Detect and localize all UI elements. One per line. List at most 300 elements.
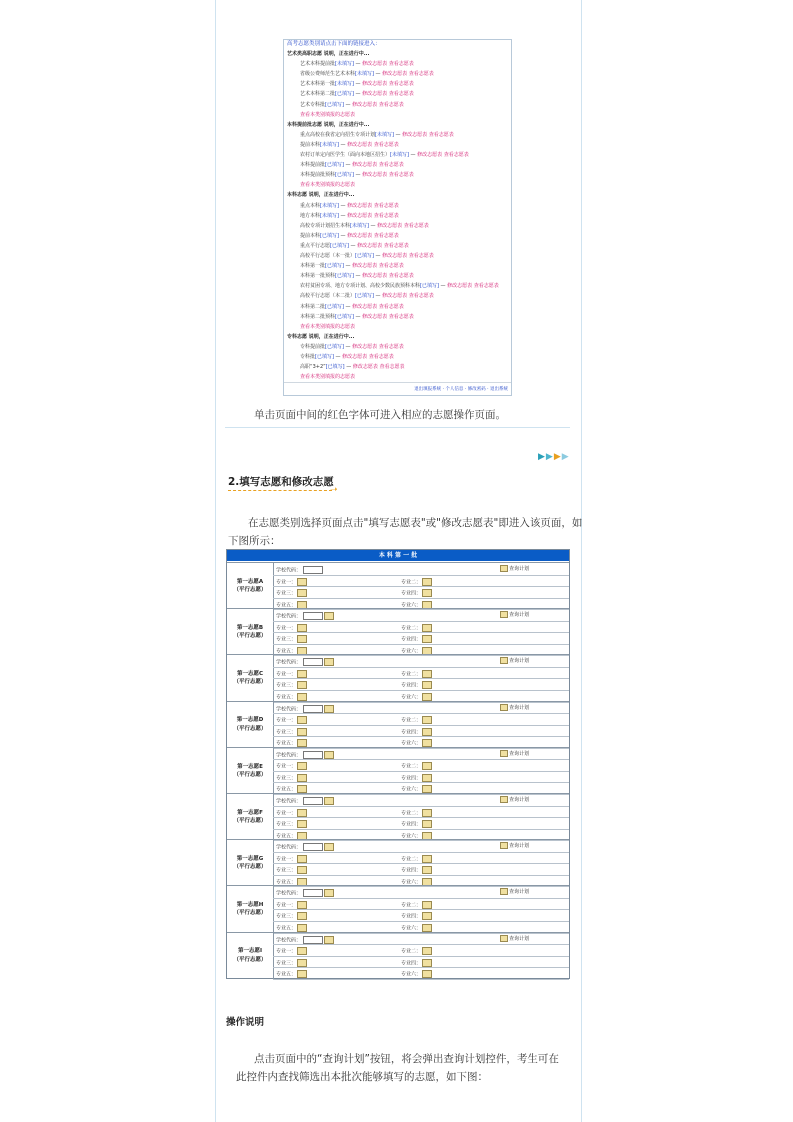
major-picker-icon[interactable] bbox=[297, 912, 307, 920]
major-label: 专业六： bbox=[401, 602, 422, 609]
major-picker-icon[interactable] bbox=[422, 809, 432, 817]
query-plan-label: 查询计划 bbox=[509, 750, 530, 757]
query-plan-button[interactable] bbox=[500, 750, 529, 757]
major-picker-icon[interactable] bbox=[297, 716, 307, 724]
category-item: 农村订单定向医学生（面向本地区招生）[未填写] — 修改志愿表 查看志愿表 bbox=[300, 152, 469, 158]
major-label: 专业二： bbox=[401, 717, 422, 724]
major-picker-icon[interactable] bbox=[297, 774, 307, 782]
plan-icon bbox=[500, 611, 508, 618]
group-label bbox=[227, 655, 274, 701]
major-label: 专业四： bbox=[401, 913, 422, 920]
section-3-title: 操作说明 bbox=[226, 1017, 265, 1028]
view-form-link[interactable]: 查看志愿表 bbox=[388, 313, 414, 320]
view-form-link[interactable]: 查看志愿表 bbox=[379, 364, 405, 371]
school-picker-icon[interactable] bbox=[324, 936, 334, 944]
view-form-link[interactable]: 查看志愿表 bbox=[408, 293, 434, 300]
major-picker-icon[interactable] bbox=[297, 866, 307, 874]
major-picker-icon[interactable] bbox=[297, 681, 307, 689]
modify-form-link[interactable]: 修改志愿表 bbox=[362, 61, 388, 68]
plan-icon bbox=[500, 750, 508, 757]
major-label: 专业六： bbox=[401, 925, 422, 932]
modify-form-link[interactable]: 修改志愿表 bbox=[362, 81, 388, 88]
view-form-link[interactable]: 查看志愿表 bbox=[388, 273, 414, 280]
item-name: 艺术专科批 bbox=[300, 101, 326, 108]
category-item: 高校平行志愿（本一批）[已填写] — 修改志愿表 查看志愿表 bbox=[300, 253, 434, 259]
view-form-link[interactable]: 查看志愿表 bbox=[368, 354, 394, 360]
school-picker-icon[interactable] bbox=[324, 889, 334, 897]
major-label: 专业五： bbox=[276, 833, 297, 840]
view-form-link[interactable]: 查看志愿表 bbox=[378, 101, 404, 108]
modify-form-link[interactable]: 修改志愿表 bbox=[352, 101, 378, 108]
query-plan-label: 查询计划 bbox=[509, 843, 530, 850]
item-status: [已填写] bbox=[355, 293, 374, 300]
section-2-title: 2.填写志愿和修改志愿 bbox=[228, 476, 334, 488]
view-form-link[interactable]: 查看志愿表 bbox=[443, 152, 469, 158]
item-name: 本科第二批预科 bbox=[300, 313, 336, 320]
major-label: 专业五： bbox=[276, 694, 297, 701]
category-item: 地方本科[未填写] — 修改志愿表 查看志愿表 bbox=[300, 212, 399, 219]
major-picker-icon[interactable] bbox=[422, 681, 432, 689]
category-item: 重点平行志愿[已填写] — 修改志愿表 查看志愿表 bbox=[300, 242, 409, 249]
school-picker-icon[interactable] bbox=[324, 705, 334, 713]
group-label-sub: （平行志愿） bbox=[233, 771, 267, 778]
item-status: [已填写] bbox=[325, 162, 344, 169]
major-label: 专业一： bbox=[276, 625, 297, 632]
item-name: 本科第二批 bbox=[300, 303, 326, 310]
item-status: [已填写] bbox=[355, 253, 374, 259]
view-form-link[interactable]: 查看志愿表 bbox=[373, 232, 399, 239]
major-label: 专业五： bbox=[276, 925, 297, 932]
major-label: 专业一： bbox=[276, 763, 297, 770]
major-picker-icon[interactable] bbox=[422, 855, 432, 863]
category-item: 本科第二批[已填写] — 修改志愿表 查看志愿表 bbox=[300, 303, 404, 310]
major-label: 专业四： bbox=[401, 636, 422, 643]
major-picker-icon[interactable] bbox=[422, 866, 432, 874]
group-label-main: 第一志愿H bbox=[236, 902, 264, 909]
modify-form-link[interactable]: 修改志愿表 bbox=[352, 343, 378, 350]
title-underline bbox=[228, 490, 332, 491]
item-status: [未填写] bbox=[375, 131, 394, 138]
major-label: 专业二： bbox=[401, 810, 422, 817]
school-code-label: 学校代码： bbox=[276, 890, 302, 897]
modify-form-link[interactable]: 修改志愿表 bbox=[447, 283, 473, 290]
major-picker-icon[interactable] bbox=[422, 820, 432, 828]
item-status: [未填写] bbox=[320, 141, 339, 148]
school-picker-icon[interactable] bbox=[324, 612, 334, 620]
group-label-sub: （平行志愿） bbox=[233, 679, 267, 686]
category-title: 本科提前批志愿 说明，正在进行中... bbox=[287, 121, 370, 128]
view-category-link[interactable]: 查看本类别填报的志愿表 bbox=[300, 374, 356, 381]
group-label-main: 第一志愿C bbox=[236, 671, 264, 678]
title-arrow-icon: ➝ bbox=[330, 485, 338, 495]
major-label: 专业二： bbox=[401, 948, 422, 955]
school-code-label: 学校代码： bbox=[276, 567, 302, 574]
modify-form-link[interactable]: 修改志愿表 bbox=[377, 222, 403, 229]
major-label: 专业三： bbox=[276, 821, 297, 828]
major-picker-icon[interactable] bbox=[422, 624, 432, 632]
category-item: 本科第一批[已填写] — 修改志愿表 查看志愿表 bbox=[300, 263, 404, 270]
major-label: 专业一： bbox=[276, 856, 297, 863]
query-plan-button[interactable] bbox=[500, 657, 529, 664]
major-label: 专业三： bbox=[276, 590, 297, 597]
item-status: [未填写] bbox=[355, 71, 374, 78]
group-label bbox=[227, 840, 274, 886]
group-label bbox=[227, 886, 274, 932]
major-label: 专业二： bbox=[401, 856, 422, 863]
query-plan-button[interactable] bbox=[500, 842, 529, 849]
modify-form-link[interactable]: 修改志愿表 bbox=[362, 91, 388, 98]
item-name: 高校平行志愿（本二批） bbox=[300, 293, 356, 300]
major-label: 专业二： bbox=[401, 763, 422, 770]
school-code-input[interactable] bbox=[303, 843, 323, 851]
view-form-link[interactable]: 查看志愿表 bbox=[378, 343, 404, 350]
major-label: 专业四： bbox=[401, 867, 422, 874]
school-code-input[interactable] bbox=[303, 705, 323, 713]
query-plan-label: 查询计划 bbox=[509, 658, 530, 665]
major-label: 专业四： bbox=[401, 775, 422, 782]
item-name: 本科第一批预科 bbox=[300, 273, 336, 280]
volunteer-group bbox=[227, 562, 569, 609]
group-label-sub: （平行志愿） bbox=[233, 818, 267, 825]
item-name: 重点平行志愿 bbox=[300, 242, 331, 249]
major-picker-icon[interactable] bbox=[297, 670, 307, 678]
school-code-label: 学校代码： bbox=[276, 659, 302, 666]
major-label: 专业五： bbox=[276, 648, 297, 655]
item-status: [已填写] bbox=[320, 232, 339, 239]
major-picker-icon[interactable] bbox=[297, 635, 307, 643]
major-picker-icon[interactable] bbox=[297, 901, 307, 909]
view-form-link[interactable]: 查看志愿表 bbox=[388, 91, 414, 98]
view-form-link[interactable]: 查看志愿表 bbox=[383, 242, 409, 249]
item-status: [未填写] bbox=[390, 152, 409, 158]
category-title: 艺术类高职志愿 说明，正在进行中... bbox=[287, 51, 370, 57]
query-plan-button[interactable] bbox=[500, 796, 529, 803]
major-label: 专业一： bbox=[276, 948, 297, 955]
item-status: [已填写] bbox=[325, 101, 344, 108]
major-picker-icon[interactable] bbox=[422, 901, 432, 909]
modify-form-link[interactable]: 修改志愿表 bbox=[362, 313, 388, 320]
major-picker-icon[interactable] bbox=[422, 635, 432, 643]
major-picker-icon[interactable] bbox=[297, 855, 307, 863]
item-status: [已填写] bbox=[330, 242, 349, 249]
view-form-link[interactable]: 查看志愿表 bbox=[388, 81, 414, 88]
section-2-para-line2: 下图所示： bbox=[228, 535, 281, 547]
school-code-input[interactable] bbox=[303, 566, 323, 574]
item-name: 重点本科 bbox=[300, 202, 321, 209]
group-label-main: 第一志愿I bbox=[237, 948, 263, 955]
major-picker-icon[interactable] bbox=[297, 809, 307, 817]
major-picker-icon[interactable] bbox=[422, 970, 432, 978]
view-form-link[interactable]: 查看志愿表 bbox=[388, 172, 414, 179]
item-status: [已填写] bbox=[315, 354, 334, 360]
group-label-main: 第一志愿F bbox=[237, 809, 263, 816]
group-label bbox=[227, 933, 274, 979]
view-form-link[interactable]: 查看志愿表 bbox=[428, 131, 454, 138]
modify-form-link[interactable]: 修改志愿表 bbox=[357, 242, 383, 249]
view-form-link[interactable]: 查看志愿表 bbox=[388, 61, 414, 68]
group-label bbox=[227, 748, 274, 794]
category-item: 重点本科[未填写] — 修改志愿表 查看志愿表 bbox=[300, 202, 399, 209]
volunteer-group bbox=[227, 839, 569, 886]
view-form-link[interactable]: 查看志愿表 bbox=[378, 263, 404, 270]
modify-form-link[interactable]: 修改志愿表 bbox=[342, 354, 368, 360]
item-name: 专科批 bbox=[300, 354, 316, 360]
query-plan-label: 查询计划 bbox=[509, 704, 530, 711]
major-label: 专业三： bbox=[276, 682, 297, 689]
form-title: 本 科 第 一 批 bbox=[227, 550, 569, 561]
category-item: 提前本科[未填写] — 修改志愿表 查看志愿表 bbox=[300, 141, 399, 148]
major-label: 专业四： bbox=[401, 960, 422, 967]
school-code-label: 学校代码： bbox=[276, 844, 302, 851]
major-label: 专业三： bbox=[276, 960, 297, 967]
modify-form-link[interactable]: 修改志愿表 bbox=[382, 71, 408, 78]
modify-form-link[interactable]: 修改志愿表 bbox=[347, 212, 373, 219]
modify-form-link[interactable]: 修改志愿表 bbox=[347, 141, 373, 148]
view-form-link[interactable]: 查看志愿表 bbox=[378, 162, 404, 169]
modify-form-link[interactable]: 修改志愿表 bbox=[352, 162, 378, 169]
plan-icon bbox=[500, 704, 508, 711]
major-picker-icon[interactable] bbox=[297, 820, 307, 828]
school-picker-icon[interactable] bbox=[324, 658, 334, 666]
major-picker-icon[interactable] bbox=[297, 728, 307, 736]
caption-1: 单击页面中间的红色字体可进入相应的志愿操作页面。 bbox=[254, 409, 506, 421]
group-label-sub: （平行志愿） bbox=[233, 633, 267, 640]
query-plan-label: 查询计划 bbox=[509, 889, 530, 896]
plan-icon bbox=[500, 657, 508, 664]
modify-form-link[interactable]: 修改志愿表 bbox=[382, 253, 408, 259]
item-name: 高校平行志愿（本一批） bbox=[300, 253, 356, 259]
major-label: 专业二： bbox=[401, 902, 422, 909]
query-plan-button[interactable] bbox=[500, 611, 529, 618]
category-item: 专科批[已填写] — 修改志愿表 查看志愿表 bbox=[300, 354, 394, 360]
school-code-input[interactable] bbox=[303, 797, 323, 805]
major-picker-icon[interactable] bbox=[297, 947, 307, 955]
modify-form-link[interactable]: 修改志愿表 bbox=[352, 303, 378, 310]
major-picker-icon[interactable] bbox=[422, 670, 432, 678]
plan-icon bbox=[500, 935, 508, 942]
modify-form-link[interactable]: 修改志愿表 bbox=[352, 263, 378, 270]
school-code-input[interactable] bbox=[303, 889, 323, 897]
group-label-sub: （平行志愿） bbox=[233, 956, 267, 963]
major-label: 专业五： bbox=[276, 602, 297, 609]
major-picker-icon[interactable] bbox=[297, 578, 307, 586]
query-plan-label: 查询计划 bbox=[509, 935, 530, 942]
major-label: 专业六： bbox=[401, 879, 422, 886]
view-form-link[interactable]: 查看志愿表 bbox=[373, 212, 399, 219]
major-picker-icon[interactable] bbox=[297, 762, 307, 770]
item-name: 提前本科 bbox=[300, 141, 321, 148]
category-item: 高校平行志愿（本二批）[已填写] — 修改志愿表 查看志愿表 bbox=[300, 293, 434, 300]
item-status: [已填写] bbox=[335, 273, 354, 280]
item-status: [已填写] bbox=[335, 313, 354, 320]
item-status: [已填写] bbox=[325, 343, 344, 350]
modify-form-link[interactable]: 修改志愿表 bbox=[362, 273, 388, 280]
item-name: 本科提前批预科 bbox=[300, 172, 336, 179]
plan-icon bbox=[500, 565, 508, 572]
item-status: [已填写] bbox=[325, 364, 345, 371]
category-item: 省级公费师范生艺术本科[未填写] — 修改志愿表 查看志愿表 bbox=[300, 71, 434, 78]
major-label: 专业四： bbox=[401, 821, 422, 828]
category-item: 高职“3+2”[已填写] — 修改志愿表 查看志愿表 bbox=[300, 364, 405, 371]
item-name: 高职“3+2” bbox=[300, 364, 326, 371]
volunteer-form-screenshot bbox=[226, 549, 570, 979]
category-item: 艺术本科提前批[未填写] — 修改志愿表 查看志愿表 bbox=[300, 61, 414, 68]
group-label-main: 第一志愿B bbox=[236, 625, 264, 632]
modify-form-link[interactable]: 修改志愿表 bbox=[347, 202, 373, 209]
major-label: 专业五： bbox=[276, 786, 297, 793]
school-code-input[interactable] bbox=[303, 658, 323, 666]
section-3-para-line2: 此控件内查找筛选出本批次能够填写的志愿，如下图： bbox=[236, 1071, 488, 1083]
major-label: 专业四： bbox=[401, 590, 422, 597]
item-name: 艺术本科提前批 bbox=[300, 61, 336, 68]
major-label: 专业五： bbox=[276, 740, 297, 747]
view-form-link[interactable]: 查看志愿表 bbox=[408, 253, 434, 259]
view-form-link[interactable]: 查看志愿表 bbox=[373, 202, 399, 209]
modify-form-link[interactable]: 修改志愿表 bbox=[352, 364, 378, 371]
item-name: 地方本科 bbox=[300, 212, 321, 219]
group-label-main: 第一志愿A bbox=[236, 578, 264, 585]
query-plan-button[interactable] bbox=[500, 565, 529, 572]
volunteer-group bbox=[227, 654, 569, 701]
modify-form-link[interactable]: 修改志愿表 bbox=[417, 152, 443, 158]
major-picker-icon[interactable] bbox=[422, 762, 432, 770]
category-header: 高考志愿类别请点击下面的链接进入： bbox=[287, 41, 381, 47]
modify-form-link[interactable]: 修改志愿表 bbox=[402, 131, 428, 138]
volunteer-group bbox=[227, 701, 569, 748]
view-form-link[interactable]: 查看志愿表 bbox=[473, 283, 499, 290]
major-picker-icon[interactable] bbox=[297, 959, 307, 967]
item-status: [已填写] bbox=[325, 263, 344, 270]
category-item: 本科第二批预科[已填写] — 修改志愿表 查看志愿表 bbox=[300, 313, 414, 320]
item-status: [已填写] bbox=[335, 91, 354, 98]
major-picker-icon[interactable] bbox=[422, 728, 432, 736]
view-category-link[interactable]: 查看本类别填报的志愿表 bbox=[300, 182, 356, 189]
school-picker-icon[interactable] bbox=[324, 751, 334, 759]
major-label: 专业六： bbox=[401, 694, 422, 701]
category-footer-divider bbox=[284, 382, 511, 383]
category-item: 高校专项计划招生本科[未填写] — 修改志愿表 查看志愿表 bbox=[300, 222, 429, 229]
section-3-para-line1: 点击页面中的“查询计划”按钮，将会弹出查询计划控件，考生可在 bbox=[254, 1053, 559, 1065]
category-screenshot bbox=[283, 39, 512, 396]
view-form-link[interactable]: 查看志愿表 bbox=[373, 141, 399, 148]
major-picker-icon[interactable] bbox=[422, 959, 432, 967]
major-label: 专业一： bbox=[276, 902, 297, 909]
category-item: 本科提前批[已填写] — 修改志愿表 查看志愿表 bbox=[300, 162, 404, 169]
modify-form-link[interactable]: 修改志愿表 bbox=[347, 232, 373, 239]
group-label-sub: （平行志愿） bbox=[233, 725, 267, 732]
item-status: [未填写] bbox=[320, 202, 339, 209]
major-label: 专业三： bbox=[276, 913, 297, 920]
school-code-label: 学校代码： bbox=[276, 937, 302, 944]
item-name: 艺术本科第一批 bbox=[300, 81, 336, 88]
group-label-main: 第一志愿D bbox=[236, 717, 264, 724]
item-name: 专科提前批 bbox=[300, 343, 326, 350]
category-footer-links[interactable]: 退出填报系统 · 个人信息 · 修改密码 · 退出系统 bbox=[414, 386, 508, 392]
major-label: 专业五： bbox=[276, 971, 297, 978]
major-label: 专业一： bbox=[276, 579, 297, 586]
category-item: 本科第一批预科[已填写] — 修改志愿表 查看志愿表 bbox=[300, 273, 414, 280]
category-title: 专科志愿 说明，正在进行中... bbox=[287, 333, 355, 340]
major-picker-icon[interactable] bbox=[422, 716, 432, 724]
major-picker-icon[interactable] bbox=[297, 970, 307, 978]
item-status: [未填写] bbox=[335, 61, 354, 68]
item-name: 重点高校在我省定向招生专项计划 bbox=[300, 131, 376, 138]
volunteer-group bbox=[227, 747, 569, 794]
major-label: 专业二： bbox=[401, 625, 422, 632]
view-form-link[interactable]: 查看志愿表 bbox=[403, 222, 429, 229]
major-picker-icon[interactable] bbox=[422, 912, 432, 920]
plan-icon bbox=[500, 796, 508, 803]
school-code-input[interactable] bbox=[303, 612, 323, 620]
major-row bbox=[273, 967, 569, 980]
category-item: 艺术专科批[已填写] — 修改志愿表 查看志愿表 bbox=[300, 101, 404, 108]
query-plan-label: 查询计划 bbox=[509, 566, 530, 572]
major-picker-icon[interactable] bbox=[297, 589, 307, 597]
major-label: 专业六： bbox=[401, 971, 422, 978]
modify-form-link[interactable]: 修改志愿表 bbox=[382, 293, 408, 300]
view-form-link[interactable]: 查看志愿表 bbox=[378, 303, 404, 310]
school-code-label: 学校代码： bbox=[276, 798, 302, 805]
plan-icon bbox=[500, 842, 508, 849]
group-label bbox=[227, 702, 274, 748]
major-label: 专业三： bbox=[276, 775, 297, 782]
major-picker-icon[interactable] bbox=[422, 774, 432, 782]
major-picker-icon[interactable] bbox=[422, 947, 432, 955]
view-form-link[interactable]: 查看志愿表 bbox=[408, 71, 434, 78]
item-status: [未填写] bbox=[335, 81, 354, 88]
category-item: 农村贫困专项、地方专项计划、高校少数民族预科本科[已填写] — 修改志愿表 查看志愿表 bbox=[300, 283, 499, 290]
item-name: 省级公费师范生艺术本科 bbox=[300, 71, 356, 78]
major-label: 专业六： bbox=[401, 648, 422, 655]
major-label: 专业一： bbox=[276, 717, 297, 724]
major-label: 专业四： bbox=[401, 729, 422, 736]
major-label: 专业三： bbox=[276, 867, 297, 874]
school-code-label: 学校代码： bbox=[276, 752, 302, 759]
view-category-link[interactable]: 查看本类别填报的志愿表 bbox=[300, 323, 356, 330]
item-name: 高校专项计划招生本科 bbox=[300, 222, 351, 229]
modify-form-link[interactable]: 修改志愿表 bbox=[362, 172, 388, 179]
major-picker-icon[interactable] bbox=[297, 624, 307, 632]
group-label-sub: （平行志愿） bbox=[233, 864, 267, 871]
major-label: 专业六： bbox=[401, 786, 422, 793]
group-label-sub: （平行志愿） bbox=[233, 587, 267, 594]
school-picker-icon[interactable] bbox=[324, 843, 334, 851]
group-label bbox=[227, 794, 274, 840]
school-picker-icon[interactable] bbox=[324, 797, 334, 805]
volunteer-group bbox=[227, 885, 569, 932]
query-plan-button[interactable] bbox=[500, 888, 529, 895]
query-plan-button[interactable] bbox=[500, 704, 529, 711]
major-label: 专业三： bbox=[276, 636, 297, 643]
volunteer-group bbox=[227, 608, 569, 655]
view-category-link[interactable]: 查看本类别填报的志愿表 bbox=[300, 111, 356, 118]
school-code-input[interactable] bbox=[303, 751, 323, 759]
item-name: 本科提前批 bbox=[300, 162, 326, 169]
school-code-input[interactable] bbox=[303, 936, 323, 944]
major-picker-icon[interactable] bbox=[422, 589, 432, 597]
major-label: 专业二： bbox=[401, 671, 422, 678]
major-label: 专业四： bbox=[401, 682, 422, 689]
major-picker-icon[interactable] bbox=[422, 578, 432, 586]
query-plan-button[interactable] bbox=[500, 935, 529, 942]
section-2-para-line1: 在志愿类别选择页面点击"填写志愿表"或"修改志愿表"即进入该页面，如 bbox=[248, 517, 583, 529]
item-status: [未填写] bbox=[320, 212, 339, 219]
item-status: [已填写] bbox=[335, 172, 354, 179]
group-label bbox=[227, 563, 274, 609]
major-label: 专业五： bbox=[276, 879, 297, 886]
category-item: 提前本科[已填写] — 修改志愿表 查看志愿表 bbox=[300, 232, 399, 239]
major-label: 专业一： bbox=[276, 671, 297, 678]
